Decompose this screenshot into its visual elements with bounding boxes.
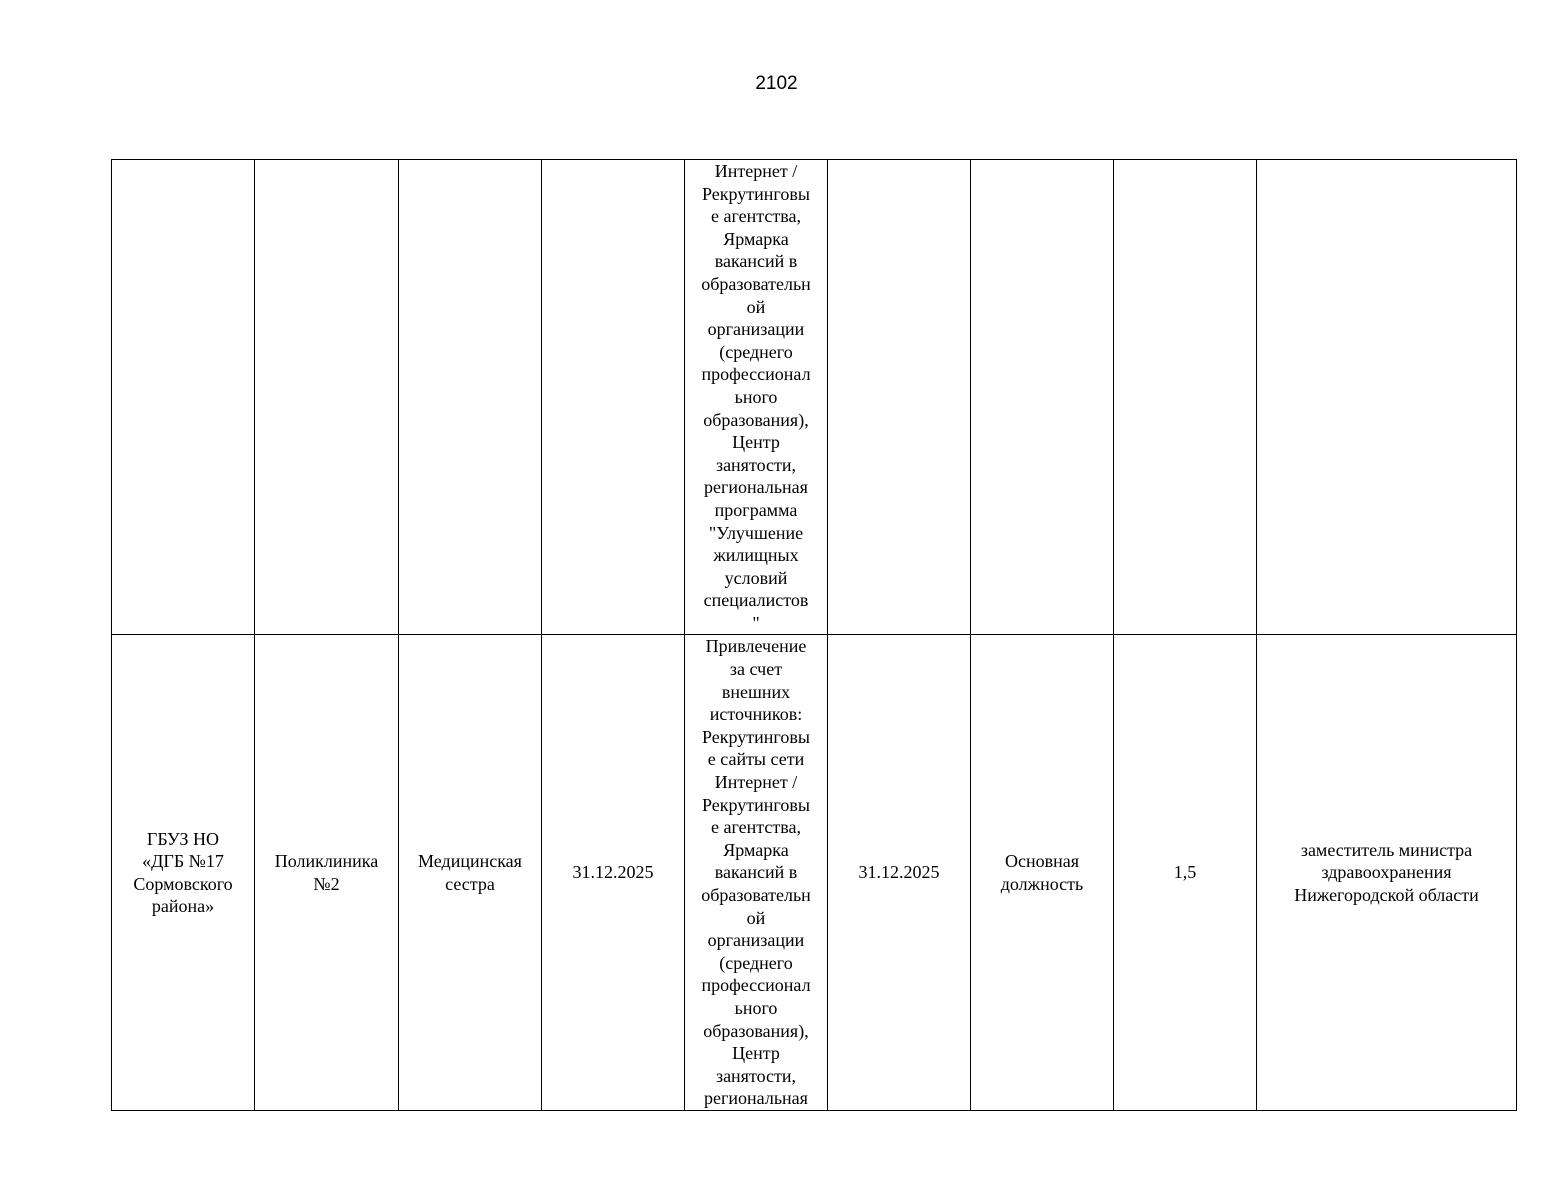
organization-text (114, 828, 252, 918)
responsible-cell (1257, 635, 1517, 1110)
text-line: №2 (313, 873, 340, 894)
text-line: Интернет / (714, 161, 798, 181)
text-line: занятости, (715, 1065, 797, 1086)
text-line: региональная (704, 477, 808, 498)
text-line: образования), (703, 409, 809, 430)
source-cell (685, 635, 828, 1110)
text-line: ой (746, 907, 766, 928)
text-line: Рекрутинговы (702, 794, 810, 815)
department-text (257, 850, 396, 895)
text-line: ьного (734, 386, 778, 407)
text-line: региональная (704, 1088, 808, 1109)
text-line: Рекрутинговы (702, 726, 810, 747)
rate-cell (1114, 635, 1257, 1110)
source-text (687, 635, 825, 1109)
text-line: е сайты сети (707, 749, 805, 770)
text-line: (среднего (719, 952, 793, 973)
text-line: программа (714, 499, 798, 520)
text-line: образования), (703, 1020, 809, 1041)
text-line: (среднего (719, 341, 793, 362)
text-line: организации (707, 319, 805, 340)
text-line: ьного (734, 997, 778, 1018)
text-line: сестра (445, 873, 495, 894)
text-line: е агентства, (711, 817, 801, 838)
rate-text: 1,5 (1173, 862, 1197, 883)
text-line: «ДГБ №17 (142, 851, 224, 872)
date-cell (828, 160, 971, 635)
text-line: образовательн (701, 885, 811, 905)
table-row (112, 635, 1517, 1110)
employment-cell (971, 635, 1114, 1110)
text-line: здравоохранения (1321, 862, 1452, 883)
page-number: 2102 (755, 73, 798, 94)
text-line: Центр (732, 1043, 780, 1064)
text-line: заместитель министра (1300, 839, 1473, 860)
organization-cell (112, 160, 255, 635)
date-cell (828, 635, 971, 1110)
text-line: района» (151, 896, 215, 917)
position-cell (399, 160, 542, 635)
position-text (401, 850, 539, 895)
text-line: "Улучшение (708, 522, 804, 543)
text-line: Поликлиника (274, 851, 379, 872)
table-row (112, 160, 1517, 635)
text-line: Интернет / (714, 772, 798, 793)
position-cell (399, 635, 542, 1110)
date-text: 31.12.2025 (572, 862, 654, 883)
text-line: внешних (721, 681, 791, 702)
text-line: Ярмарка (723, 839, 789, 860)
text-line: Нижегородской области (1294, 885, 1479, 905)
source-text (687, 160, 825, 634)
text-line: ГБУЗ НО (146, 828, 220, 849)
source-cell (685, 160, 828, 635)
text-line: Рекрутинговы (702, 183, 810, 204)
text-line: условий (724, 567, 788, 588)
department-cell (255, 160, 399, 635)
text-line: Сормовского (133, 873, 233, 894)
text-line: вакансий в (714, 251, 798, 272)
employment-cell (971, 160, 1114, 635)
text-line: вакансий в (714, 862, 798, 883)
text-line: Основная (1004, 851, 1080, 872)
text-line: специалистов (703, 590, 809, 611)
text-line: занятости, (715, 454, 797, 475)
text-line: профессионал (701, 975, 811, 996)
text-line: Центр (732, 432, 780, 453)
text-line: Ярмарка (723, 228, 789, 249)
text-line: Привлечение (705, 636, 807, 657)
date-text: 31.12.2025 (858, 862, 940, 883)
text-line: жилищных (713, 545, 799, 566)
text-line: за счет (729, 659, 783, 680)
text-line: должность (1000, 873, 1084, 894)
text-line: е агентства, (711, 206, 801, 227)
text-line: источников: (709, 704, 803, 725)
organization-cell (112, 635, 255, 1110)
text-line: профессионал (701, 364, 811, 385)
responsible-text (1259, 839, 1514, 907)
text-line: " (752, 612, 760, 633)
date-cell (542, 160, 685, 635)
employment-text (973, 850, 1111, 895)
text-line: организации (707, 930, 805, 951)
date-cell (542, 635, 685, 1110)
text-line: Медицинская (418, 851, 522, 872)
text-line: образовательн (701, 273, 811, 294)
department-cell (255, 635, 399, 1110)
rate-cell (1114, 160, 1257, 635)
vacancy-table (111, 159, 1517, 1111)
text-line: ой (746, 296, 766, 317)
responsible-cell (1257, 160, 1517, 635)
